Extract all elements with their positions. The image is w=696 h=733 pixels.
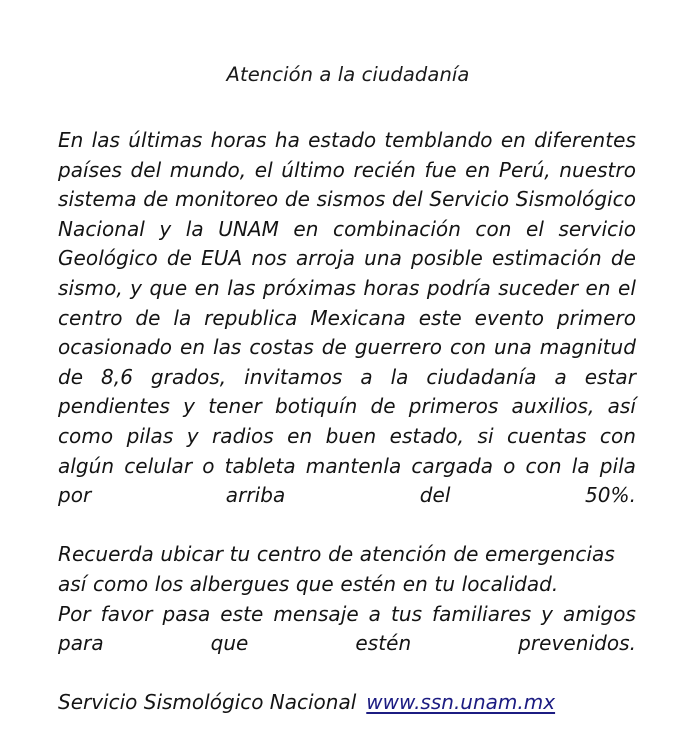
paragraph-alert-details: En las últimas horas ha estado temblando en diferentes países del mundo, el último recién fue en Perú, nuestro sistema de monitoreo de sismos del Servicio Sismológico Nacional y la UNAM en combinación con el servicio Geológico de EUA nos arroja una posible estimación de sismo, y que en las próximas horas podría suceder en el centro de la republica Mexicana este evento primero ocasionado en las costas de guerrero con una magnitud de 8,6 grados, invitamos a la ciudadanía a estar pendientes y tener botiquín de primeros auxilios, así como pilas y radios en buen estado, si cuentas con algún celular o tableta mantenla cargada o con la pila por arriba del 50%. (58, 128, 636, 508)
document-body (58, 126, 636, 718)
signature-organization: Servicio Sismológico Nacional (58, 690, 357, 715)
paragraph-emergency-centers: Recuerda ubicar tu centro de atención de emergencias así como los albergues que estén en tu localidad. (58, 542, 615, 596)
paragraph-share-message: Por favor pasa este mensaje a tus familiares y amigos para que estén prevenidos. (58, 601, 636, 656)
page-title: Atención a la ciudadanía (226, 63, 470, 86)
ssn-website-link[interactable]: www.ssn.unam.mx (366, 690, 556, 715)
signature (58, 688, 636, 718)
